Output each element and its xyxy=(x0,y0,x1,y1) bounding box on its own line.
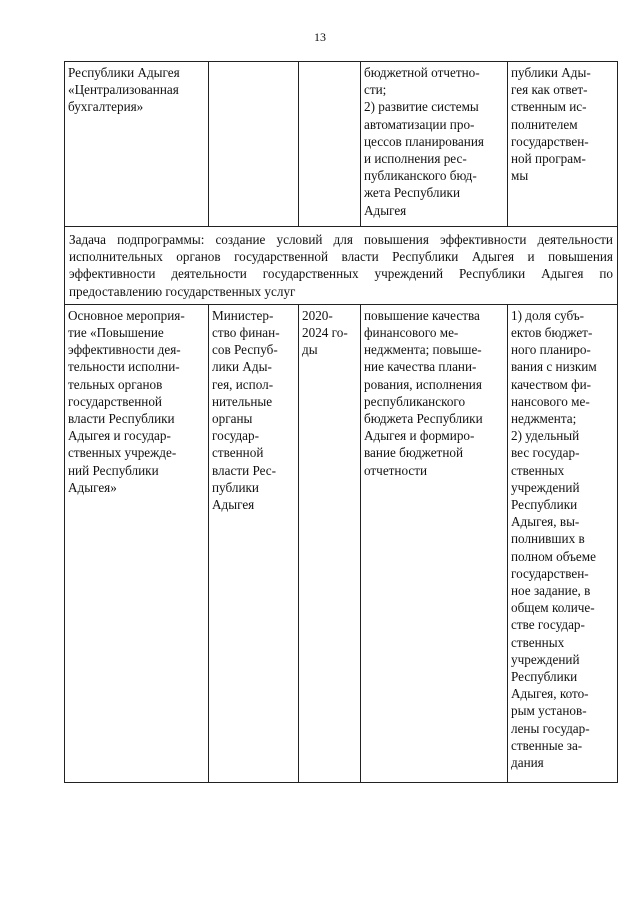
table-cell xyxy=(209,62,299,227)
table-cell xyxy=(65,62,209,227)
table-cell xyxy=(361,304,508,782)
table-cell xyxy=(299,304,361,782)
table-row xyxy=(65,62,618,227)
responsible-executor-text: Министер- ство финан- сов Респуб- лики Ады- гея, испол- нительные органы государ- ственной власти Рес- публики Адыгея xyxy=(212,307,280,513)
main-activity-text: Основное мероприя- тие «Повышение эффективности дея- тельности исполни- тельных органов государственной власти Республики Адыгея и государ- ственных учрежде- ний Республики Адыгея» xyxy=(68,307,185,495)
expected-results-text: повышение качества финансового ме- неджмента; повыше- ние качества плани- рования, исполнения республиканского бюджета Республики Адыгея и формиро- вание бюджетной отчетности xyxy=(364,307,483,478)
table-row xyxy=(65,304,618,782)
program-table xyxy=(64,61,618,783)
results-text: бюджетной отчетно- сти; 2) развитие системы автоматизации про- цессов планирования и исполнения рес- публиканского бюд- жета Республики Адыгея xyxy=(364,65,484,218)
executor-org-text: Республики Адыгея «Централизованная бухгалтерия» xyxy=(68,65,180,115)
table-cell xyxy=(299,62,361,227)
table-cell xyxy=(508,304,618,782)
subprogram-task-text: Задача подпрограммы: создание условий для повышения эффективности деятельности исполнительных органов государственной власти Республики Адыгея и повышения эффективности деятельности государственных учреждений Республики Адыгея по предоставлению государственных услуг xyxy=(69,232,613,299)
table-cell xyxy=(65,227,618,305)
period-text: 2020- 2024 го- ды xyxy=(302,307,348,358)
table-row xyxy=(65,227,618,305)
indicators-text: публики Ады- гея как ответ- ственным ис- полнителем государствен- ной програм- мы xyxy=(511,65,591,184)
table-cell xyxy=(508,62,618,227)
table-cell xyxy=(209,304,299,782)
target-indicators-text: 1) доля субъ- ектов бюджет- ного планиро- вания с низким качеством фи- нансового ме- неджмента; 2) удельный вес государ- ственных учреждений Республики Адыгея, вы- полнивших в полном объеме государствен- ное задание, в общем количе- стве государ- ственных учреждений Республики Адыгея, кото- рым установ- лены государ- ственные за- дания xyxy=(511,307,597,771)
table-cell xyxy=(361,62,508,227)
table-cell xyxy=(65,304,209,782)
page-number: 13 xyxy=(314,30,326,44)
